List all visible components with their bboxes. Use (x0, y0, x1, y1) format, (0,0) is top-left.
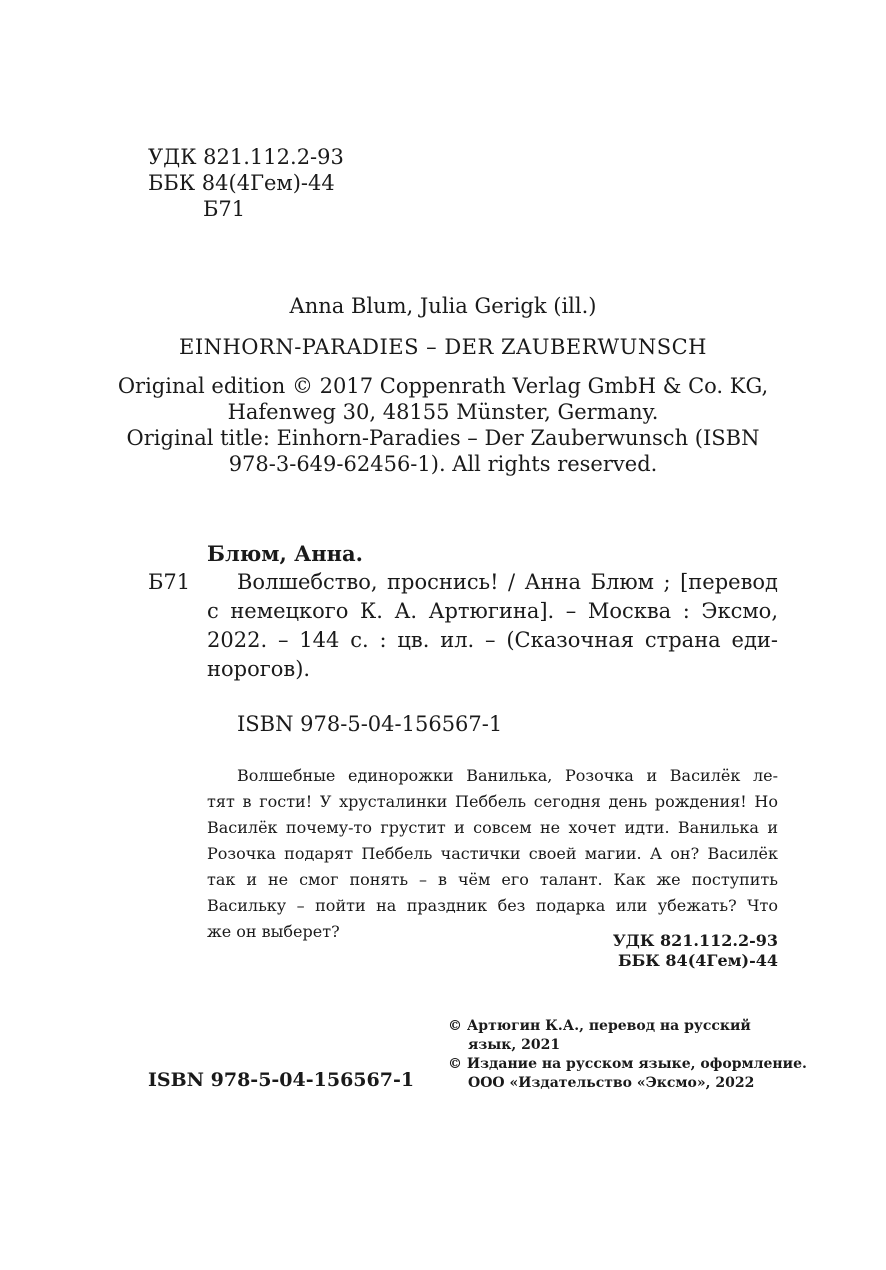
record-line: 2022. – 144 с. : цв. ил. – (Сказочная страна еди- (207, 628, 778, 652)
bottom-isbn: ISBN 978-5-04-156567-1 (148, 1069, 415, 1091)
udk-code: УДК 821.112.2-93 (148, 145, 344, 169)
annotation-line: тят в гости! У хрусталинки Пеббель сегодня день рождения! Но (207, 792, 778, 811)
annotation-line: так и не смог понять – в чём его талант. Как же поступить (207, 870, 778, 889)
annotation-line: Волшебные единорожки Ванилька, Розочка и Василёк ле- (237, 766, 778, 785)
annotation-line: Васильку – пойти на праздник без подарка или убежать? Что (207, 896, 778, 915)
copyright-line: © Артюгин К.А., перевод на русский (448, 1018, 751, 1034)
original-line: Hafenweg 30, 48155 Münster, Germany. (227, 400, 659, 424)
record-line: с немецкого К. А. Артюгина]. – Москва : Эксмо, (207, 599, 778, 623)
annotation-line: Василёк почему-то грустит и совсем не хочет идти. Ванилька и (207, 818, 778, 837)
copyright-line: язык, 2021 (468, 1037, 561, 1053)
annotation-line: Розочка подарят Пеббель частички своей магии. А он? Василёк (207, 844, 778, 863)
bbk-code: ББК 84(4Гем)-44 (148, 171, 335, 195)
original-authors: Anna Blum, Julia Gerigk (ill.) (289, 294, 597, 318)
annotation-udk: УДК 821.112.2-93 (612, 931, 778, 950)
annotation-bbk: ББК 84(4Гем)-44 (617, 951, 778, 970)
original-line: Original edition © 2017 Coppenrath Verlag GmbH & Co. KG, (117, 374, 769, 398)
original-line: 978-3-649-62456-1). All rights reserved. (228, 452, 658, 476)
record-line: Волшебство, проснись! / Анна Блюм ; [перевод (237, 570, 778, 594)
record-line: норогов). (207, 657, 311, 681)
record-isbn: ISBN 978-5-04-156567-1 (237, 712, 503, 736)
original-title: EINHORN-PARADIES – DER ZAUBERWUNSCH (178, 335, 707, 359)
record-heading: Блюм, Анна. (207, 541, 363, 566)
record-mark: Б71 (148, 570, 191, 594)
copyright-line: ООО «Издательство «Эксмо», 2022 (468, 1075, 755, 1091)
annotation-line: же он выберет? (207, 922, 340, 941)
original-line: Original title: Einhorn-Paradies – Der Zauberwunsch (ISBN (126, 426, 760, 450)
copyright-line: © Издание на русском языке, оформление. (448, 1056, 807, 1072)
author-mark: Б71 (203, 197, 246, 221)
